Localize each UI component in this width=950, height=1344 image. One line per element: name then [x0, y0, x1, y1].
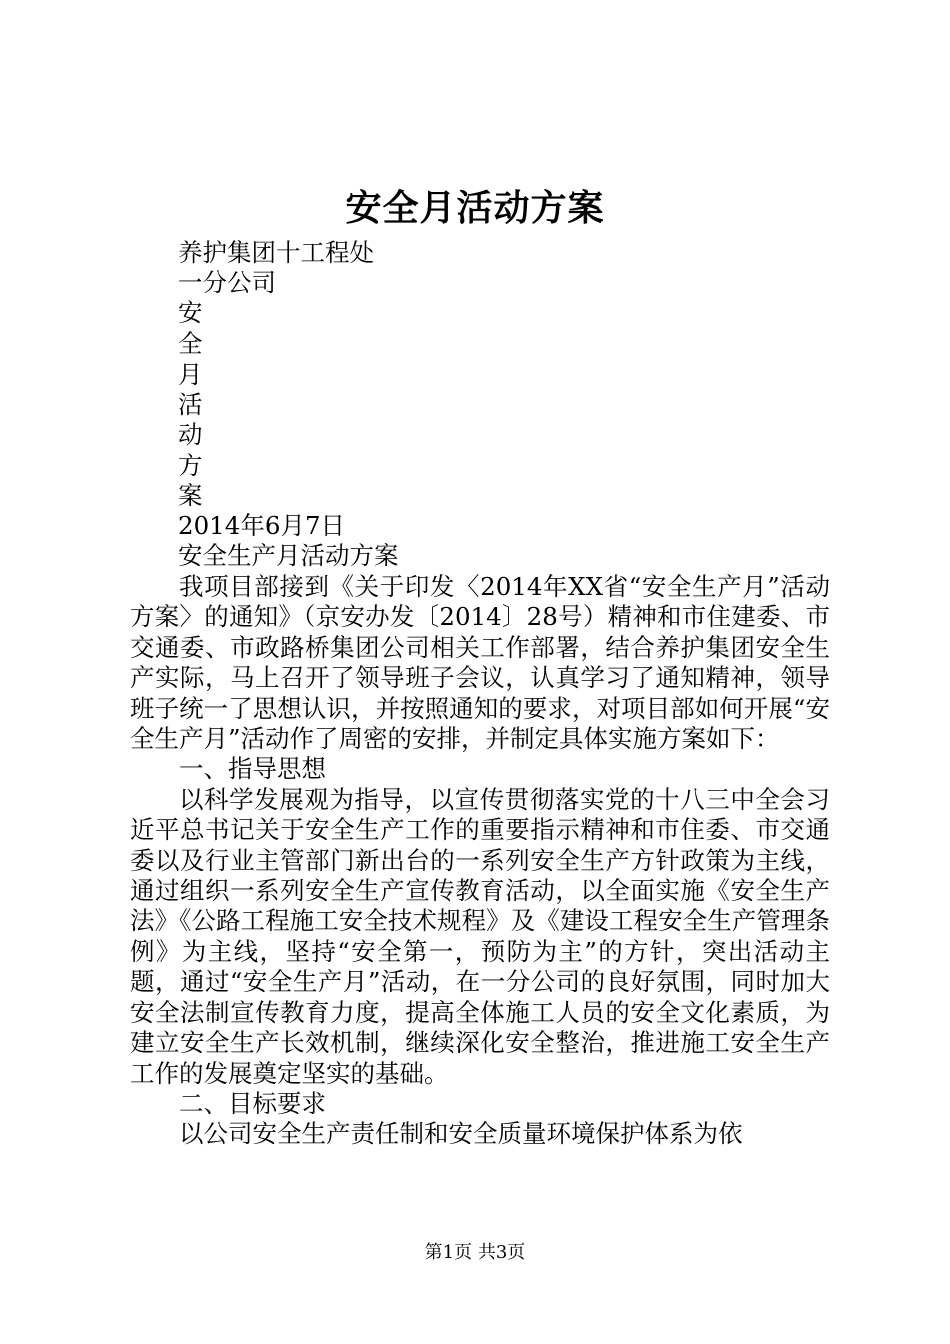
- section-heading-goals: 二、目标要求: [179, 1088, 326, 1118]
- vertical-title-char: 动: [178, 420, 203, 449]
- goals-paragraph: 以公司安全生产责任制和安全质量环境保护体系为依: [179, 1119, 743, 1149]
- vertical-title-char: 月: [178, 360, 203, 389]
- page-number-footer: 第1页 共3页: [424, 1242, 526, 1263]
- vertical-title-char: 活: [178, 390, 203, 419]
- vertical-title-char: 方: [178, 451, 203, 480]
- subtitle-line: 安全生产月活动方案: [178, 541, 399, 570]
- org-line: 养护集团十工程处: [178, 238, 374, 267]
- document-body: [130, 572, 830, 1150]
- vertical-title-char: 安: [178, 298, 203, 327]
- document-title: 安全月活动方案: [345, 187, 605, 229]
- intro-paragraph: 我项目部接到《关于印发〈2014年XX省“安全生产月”活动方案〉的通知》（京安办发〔2014〕28号）精神和市住建委、市交通委、市政路桥集团公司相关工作部署，结合养护集团安全生产实际，马上召开了领导班子会议，认真学习了通知精神，领导班子统一了思想认识，并按照通知的要求，对项目部如何开展“安全生产月”活动作了周密的安排，并制定具体实施方案如下：: [130, 572, 830, 754]
- branch-line: 一分公司: [178, 268, 276, 297]
- guiding-thought-paragraph: 以科学发展观为指导，以宣传贯彻落实党的十八三中全会习近平总书记关于安全生产工作的重要指示精神和市住委、市交通委以及行业主管部门新出台的一系列安全生产方针政策为主线，通过组织一系列安全生产宣传教育活动，以全面实施《安全生产法》《公路工程施工安全技术规程》及《建设工程安全生产管理条例》为主线，坚持“安全第一，预防为主”的方针，突出活动主题，通过“安全生产月”活动，在一分公司的良好氛围，同时加大安全法制宣传教育力度，提高全体施工人员的安全文化素质，为建立安全生产长效机制，继续深化安全整治，推进施工安全生产工作的发展奠定坚实的基础。: [130, 784, 830, 1088]
- section-heading-guiding-thought: 一、指导思想: [179, 754, 326, 784]
- vertical-title-char: 全: [178, 329, 203, 358]
- vertical-title-char: 案: [178, 481, 203, 510]
- date-line: 2014年6月7日: [178, 511, 346, 540]
